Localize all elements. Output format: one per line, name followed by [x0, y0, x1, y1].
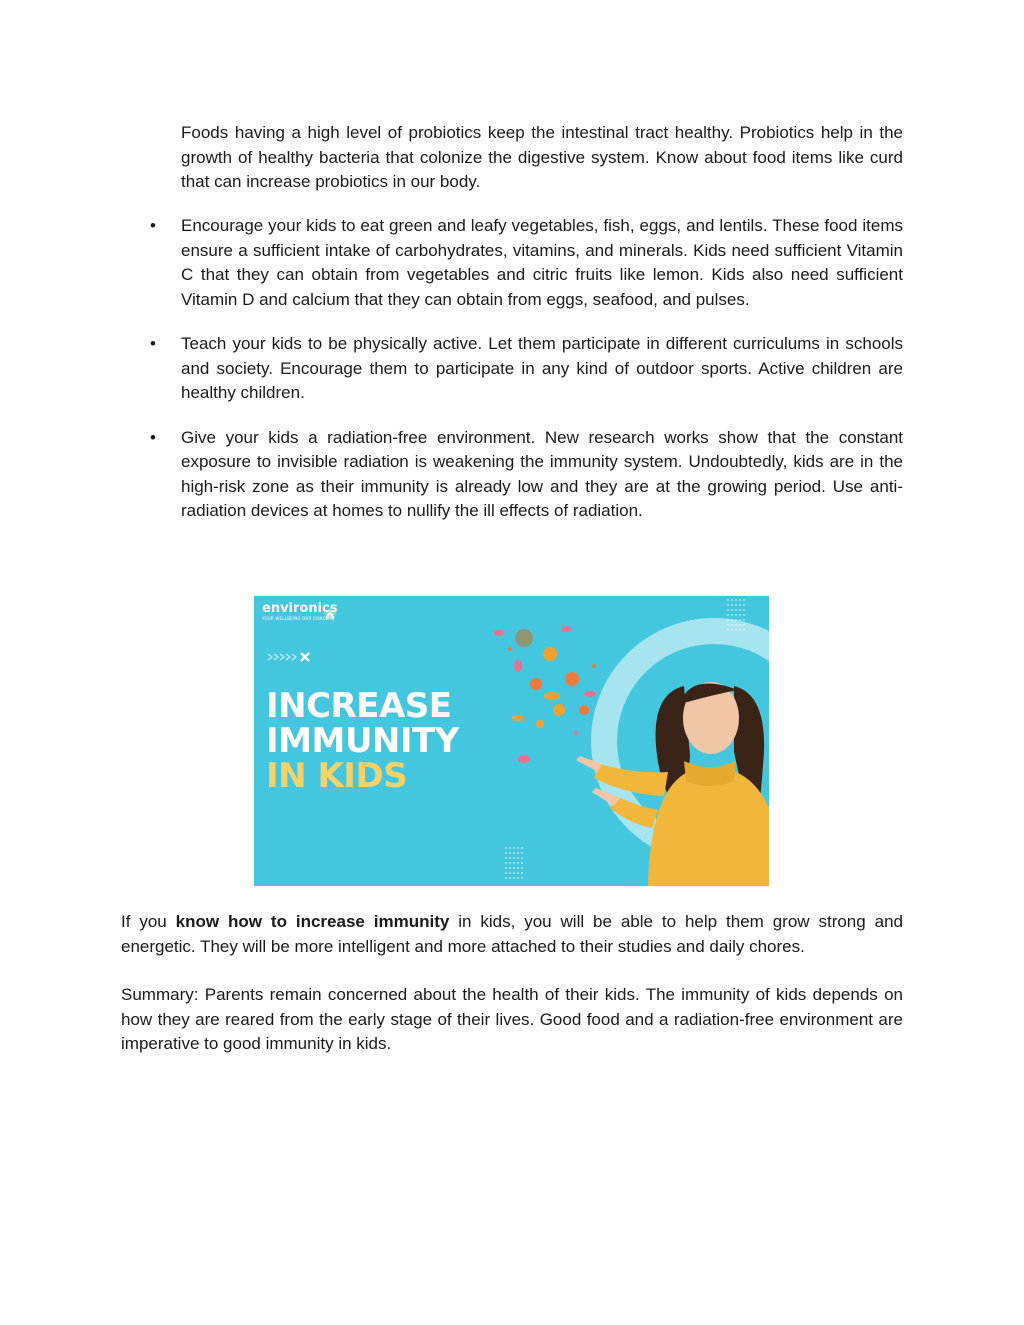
bullet-text: Teach your kids to be physically active. Let them participate in different curriculums in schools and society. Encourage them to participate in any kind of outdoor sports. Active children are healthy children. [181, 334, 903, 402]
brand-name: environics [262, 601, 338, 616]
intro-paragraph: Foods having a high level of probiotics keep the intestinal tract healthy. Probiotics help in the growth of healthy bacteria that colonize the digestive system. Know about food items like curd that can increase probiotics in our body. [181, 123, 903, 191]
bullet-text: Give your kids a radiation-free environment. New research works show that the constant exposure to invisible radiation is weakening the immunity system. Undoubtedly, kids are in the high-risk zone as their immunity is already low and they are at the growing period. Use anti-radiation devices at homes to nullify the ill effects of radiation. [181, 427, 903, 520]
know-how-paragraph [121, 910, 903, 959]
know-how-rest-text: in kids, you will be able to help them grow strong and energetic. They will be more intelligent and more attached to their studies and daily chores. [121, 912, 903, 956]
bullet-text: Encourage your kids to eat green and leafy vegetables, fish, eggs, and lentils. These food items ensure a sufficient intake of carbohydrates, vitamins, and minerals. Kids need sufficient Vitamin C that they can obtain from vegetables and citric fruits like lemon. Kids also need sufficient Vitamin D and calcium that they can obtain from eggs, seafood, and pulses. [181, 216, 903, 309]
summary-paragraph: Summary: Parents remain concerned about the health of their kids. The immunity of kids depends on how they are reared from the early stage of their lives. Good food and a radiation-free environment are imperative to good immunity in kids. [121, 985, 903, 1053]
bullet-item [150, 426, 903, 524]
brand-tagline: YOUR WELLBEING OUR CONCERN [262, 616, 335, 621]
bullet-marker: • [150, 427, 156, 447]
environics-logo [262, 601, 338, 622]
increase-immunity-banner-image [254, 596, 769, 886]
bullet-item [150, 332, 903, 406]
headline-in-kids: IN KIDS [266, 756, 408, 796]
bullet-item [150, 214, 903, 312]
bullet-list [150, 214, 903, 544]
bullet-marker: • [150, 216, 156, 235]
know-how-lead-text: If you [121, 912, 176, 931]
headline-immunity: IMMUNITY [266, 721, 459, 761]
headline-increase: INCREASE [266, 686, 452, 726]
know-how-link[interactable]: know how to increase immunity [175, 912, 450, 931]
bullet-marker: • [150, 334, 156, 353]
